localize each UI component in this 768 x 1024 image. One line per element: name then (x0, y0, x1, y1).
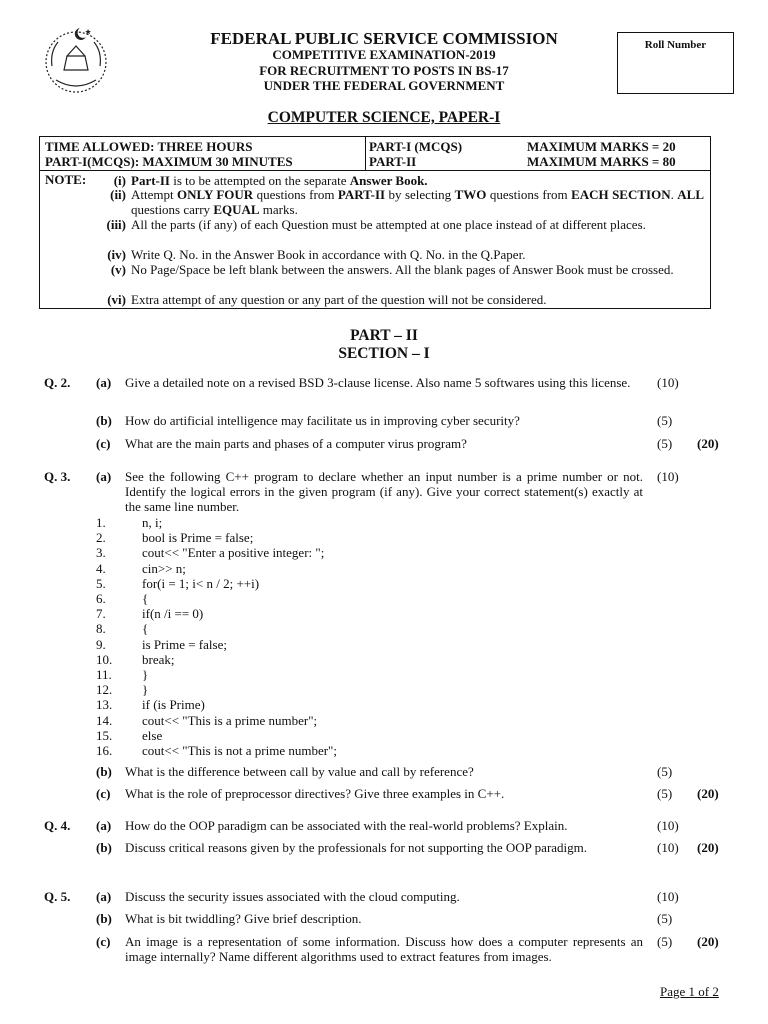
note-text-segment: PART-II (337, 187, 386, 202)
note-text-segment: questions from (253, 187, 338, 202)
question-total-marks: (20) (697, 934, 719, 949)
question-part-marks: (10) (657, 818, 679, 833)
code-line: break; (142, 651, 175, 667)
question-part-label: (b) (96, 413, 112, 428)
government-line: UNDER THE FEDERAL GOVERNMENT (263, 78, 505, 93)
code-line: for(i = 1; i< n / 2; ++i) (142, 575, 260, 591)
question-part-text: An image is a representation of some information. Discuss how does a computer represents an image internally? Name different algorithms used to extract features from images. (125, 934, 643, 964)
code-line-number: 4. (96, 560, 106, 576)
paper-title: COMPUTER SCIENCE, PAPER-I (267, 109, 501, 126)
note-number: (i) (113, 173, 126, 188)
question-part-label: (a) (96, 375, 112, 390)
note-text-segment: marks. (259, 202, 298, 217)
part1-time: PART-I(MCQS): MAXIMUM 30 MINUTES (45, 154, 293, 169)
question-total-marks: (20) (697, 786, 719, 801)
question-total-marks: (20) (697, 436, 719, 451)
note-text-segment: questions from (486, 187, 572, 202)
question-part-label: (a) (96, 818, 112, 833)
code-line-number: 10. (96, 651, 113, 667)
part2-marks: MAXIMUM MARKS = 80 (527, 154, 676, 169)
question-part-marks: (10) (657, 375, 679, 390)
code-line: cout<< "Enter a positive integer: "; (142, 545, 325, 561)
org-title: FEDERAL PUBLIC SERVICE COMMISSION (210, 29, 558, 48)
note-text-segment: by selecting (385, 187, 455, 202)
code-line: if(n /i == 0) (142, 606, 204, 622)
code-line: { (142, 591, 149, 606)
code-line-number: 13. (96, 697, 113, 713)
note-text (131, 217, 704, 232)
code-line-number: 16. (96, 743, 113, 758)
code-line-number: 9. (96, 636, 106, 652)
question-part-label: (b) (96, 911, 112, 926)
section-title: SECTION – I (338, 345, 430, 362)
question-part-marks: (10) (657, 469, 679, 484)
note-text (131, 262, 704, 277)
question-part-text: What is the role of preprocessor directives? Give three examples in C++. (125, 786, 505, 801)
code-line-number: 2. (96, 530, 106, 546)
note-number: (v) (110, 262, 126, 277)
note-text (131, 292, 704, 307)
code-line: n, i; (142, 515, 163, 530)
code-line-number: 12. (96, 682, 113, 698)
note-number: (iii) (106, 217, 126, 232)
question-total-marks: (20) (697, 840, 719, 855)
note-text (131, 173, 704, 188)
note-text (131, 247, 704, 262)
code-line-number: 6. (96, 591, 106, 606)
time-allowed: TIME ALLOWED: THREE HOURS (45, 139, 253, 154)
code-line-number: 1. (96, 515, 106, 530)
question-number: Q. 2. (44, 375, 71, 390)
roll-number-label: Roll Number (644, 39, 707, 51)
question-part-marks: (5) (657, 911, 673, 926)
question-part-text: How do the OOP paradigm can be associated with the real-world problems? Explain. (125, 818, 568, 833)
note-text-segment: EACH SECTION (571, 187, 671, 202)
note-number: (ii) (110, 187, 126, 202)
question-part-marks: (10) (657, 840, 679, 855)
note-text-segment: is to be attempted on the separate (170, 173, 350, 188)
question-part-marks: (5) (657, 436, 673, 451)
code-line-number: 15. (96, 727, 113, 743)
code-line: bool is Prime = false; (142, 530, 254, 546)
question-part-text: Discuss the security issues associated with the cloud computing. (125, 889, 460, 904)
note-text (131, 187, 704, 217)
part2-label: PART-II (369, 154, 417, 169)
part-title: PART – II (350, 327, 418, 344)
question-part-marks: (5) (657, 413, 673, 428)
part1-label: PART-I (MCQS) (369, 139, 463, 154)
question-part-text: See the following C++ program to declare whether an input number is a prime number or not. Identify the logical errors in the given program (if any). Give your correct statement(s) exactly at the same line number. (125, 469, 643, 514)
question-part-label: (b) (96, 840, 112, 855)
question-part-text: Discuss critical reasons given by the professionals for not supporting the OOP paradigm. (125, 840, 588, 855)
code-line-number: 11. (96, 667, 112, 682)
question-part-marks: (5) (657, 764, 673, 779)
note-text-segment: Attempt (131, 187, 178, 202)
question-number: Q. 5. (44, 889, 71, 904)
note-number: (vi) (107, 292, 126, 307)
instructions-box (39, 170, 711, 309)
code-line: cout<< "This is a prime number"; (142, 712, 318, 728)
recruitment-line: FOR RECRUITMENT TO POSTS IN BS-17 (259, 63, 509, 78)
question-part-marks: (10) (657, 889, 679, 904)
note-text-segment: . (670, 187, 678, 202)
question-part-text: What is bit twiddling? Give brief description. (125, 911, 362, 926)
question-part-label: (c) (96, 934, 111, 949)
note-text-segment: Extra attempt of any question or any part of the question will not be considered. (131, 292, 547, 307)
code-line: } (142, 667, 149, 682)
code-line-number: 7. (96, 606, 106, 622)
question-part-label: (b) (96, 764, 112, 779)
exam-info-box (39, 136, 711, 171)
code-line: cin>> n; (142, 560, 186, 576)
code-line: else (142, 727, 163, 743)
note-text-segment: Write Q. No. in the Answer Book in accordance with Q. No. in the Q.Paper. (131, 247, 526, 262)
note-text-segment: Answer Book. (349, 173, 428, 188)
code-line: is Prime = false; (142, 636, 227, 652)
part1-marks: MAXIMUM MARKS = 20 (527, 139, 676, 154)
exam-title: COMPETITIVE EXAMINATION-2019 (272, 47, 496, 62)
code-line-number: 3. (96, 545, 106, 561)
question-part-label: (c) (96, 786, 111, 801)
question-part-marks: (5) (657, 786, 673, 801)
question-part-label: (a) (96, 469, 112, 484)
note-text-segment: TWO (454, 187, 487, 202)
question-part-label: (a) (96, 889, 112, 904)
question-part-text: What are the main parts and phases of a computer virus program? (125, 436, 467, 451)
question-part-text: How do artificial intelligence may facilitate us in improving cyber security? (125, 413, 520, 428)
question-part-text: Give a detailed note on a revised BSD 3-clause license. Also name 5 softwares using this license. (125, 375, 631, 390)
note-number: (iv) (107, 247, 126, 262)
note-text-segment: ONLY FOUR (177, 187, 254, 202)
question-part-text: What is the difference between call by value and call by reference? (125, 764, 474, 779)
code-line-number: 8. (96, 621, 106, 637)
note-text-segment: All the parts (if any) of each Question must be attempted at one place instead of at different places. (131, 217, 646, 232)
code-line: cout<< "This is not a prime number"; (142, 743, 337, 758)
code-line-number: 14. (96, 712, 113, 728)
note-text-segment: EQUAL (213, 202, 260, 217)
note-text-segment: No Page/Space be left blank between the answers. All the blank pages of Answer Book must be crossed. (131, 262, 674, 277)
question-number: Q. 3. (44, 469, 71, 484)
code-line-number: 5. (96, 575, 106, 591)
code-line: } (142, 682, 149, 698)
roll-number-box[interactable] (617, 32, 734, 94)
code-line: { (142, 621, 149, 637)
note-prefix: NOTE: (45, 172, 87, 187)
note-text-segment: Part-II (131, 173, 170, 188)
note-text-segment: questions carry (131, 202, 214, 217)
question-part-label: (c) (96, 436, 111, 451)
question-part-marks: (5) (657, 934, 673, 949)
code-line: if (is Prime) (142, 697, 205, 713)
page-number: Page 1 of 2 (660, 984, 719, 999)
question-number: Q. 4. (44, 818, 71, 833)
note-text-segment: ALL (677, 187, 705, 202)
